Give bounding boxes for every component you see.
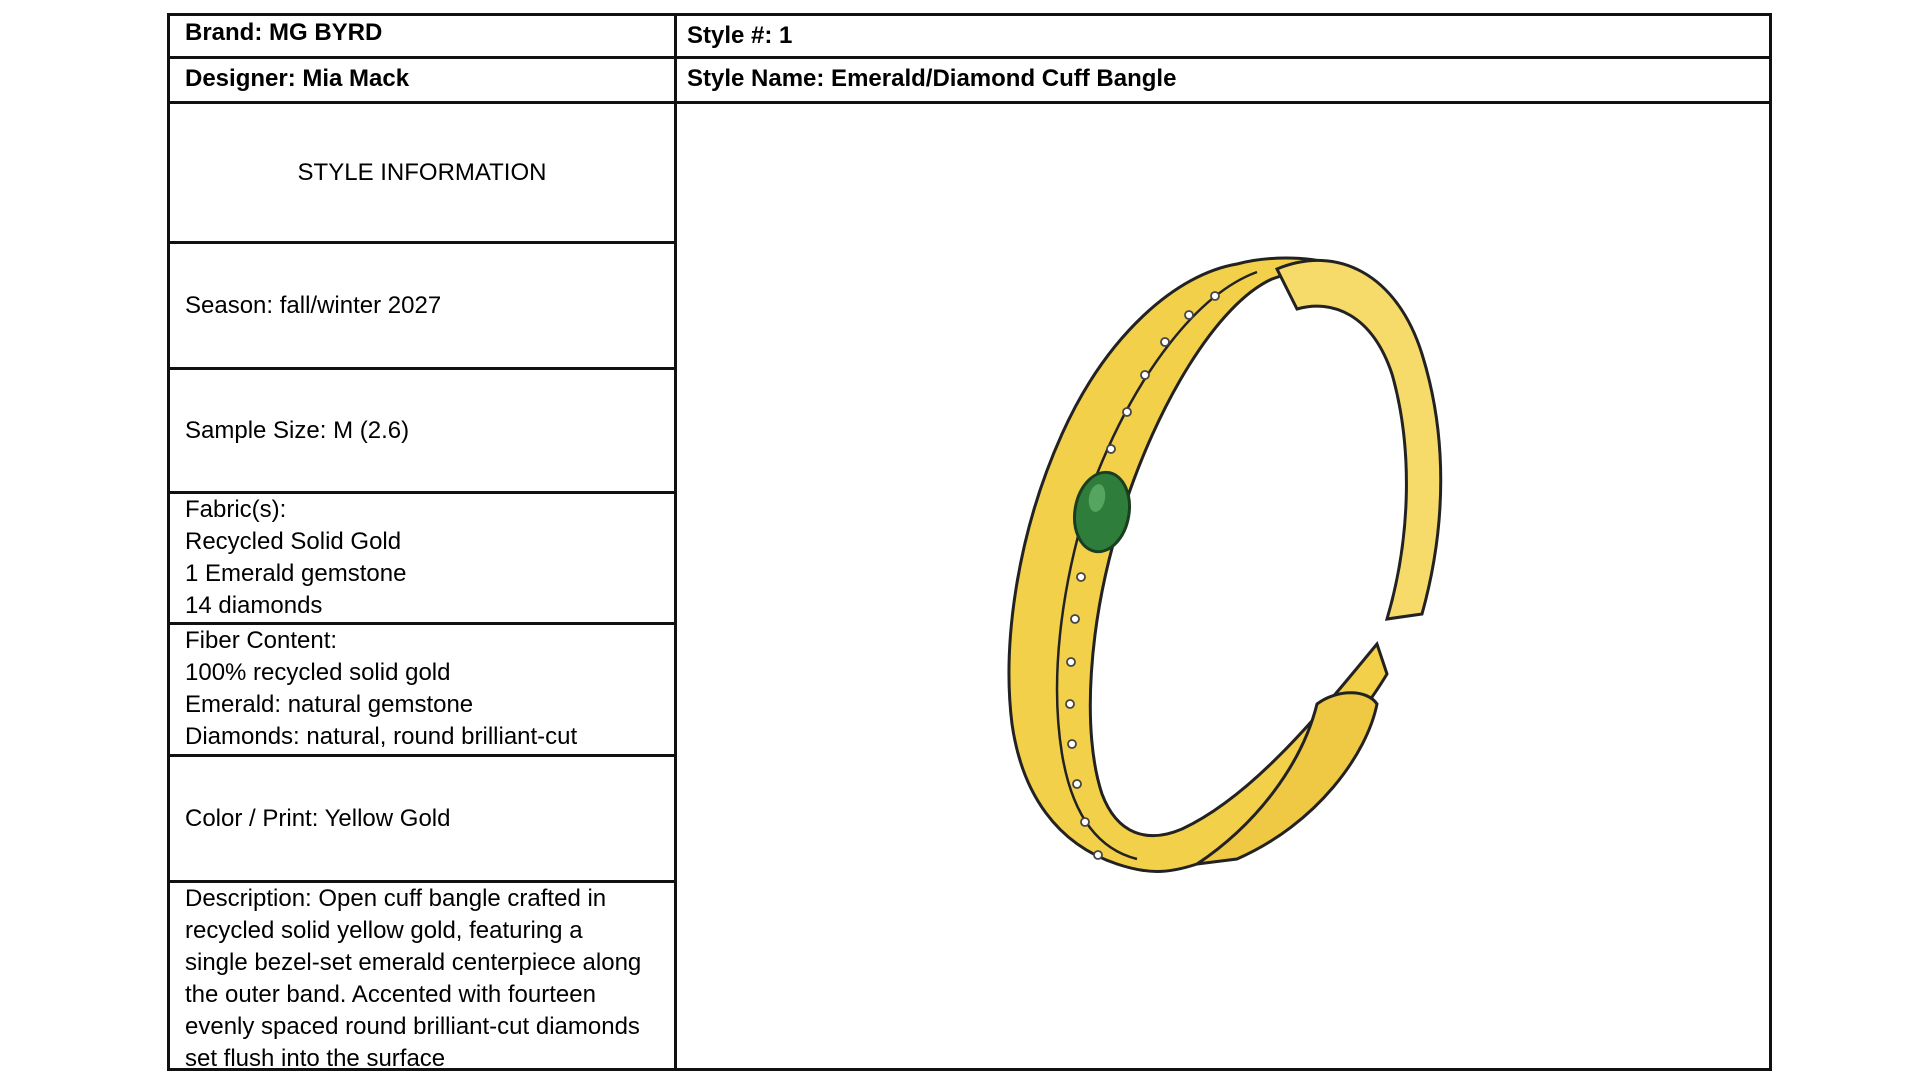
- fabrics-label: Fabric(s):: [185, 496, 287, 523]
- diamond-dot: [1073, 780, 1081, 788]
- description-line: set flush into the surface: [185, 1045, 446, 1072]
- description-line: Description: Open cuff bangle crafted in: [185, 885, 607, 912]
- style-name-text: Style Name: Emerald/Diamond Cuff Bangle: [687, 65, 1177, 92]
- fiber-content-line: Emerald: natural gemstone: [185, 691, 474, 718]
- fiber-content-line: 100% recycled solid gold: [185, 659, 451, 686]
- style-information-heading: STYLE INFORMATION: [297, 158, 547, 186]
- bangle-sketch: [677, 104, 1769, 1068]
- diamond-dot: [1067, 658, 1075, 666]
- designer-cell: [170, 59, 674, 104]
- diamond-dot: [1081, 818, 1089, 826]
- fabrics-line: Recycled Solid Gold: [185, 528, 402, 555]
- diamond-dot: [1077, 573, 1085, 581]
- brand-cell: [170, 16, 674, 59]
- color-print-text: Color / Print: Yellow Gold: [185, 804, 451, 832]
- right-column: [674, 16, 1769, 1068]
- fiber-content-cell: [170, 625, 674, 757]
- style-name-cell: [677, 59, 1769, 104]
- diamond-dot: [1071, 615, 1079, 623]
- style-information-heading-cell: [170, 104, 674, 244]
- fiber-content-label: Fiber Content:: [185, 627, 338, 654]
- description-line: the outer band. Accented with fourteen: [185, 981, 596, 1008]
- description-line: recycled solid yellow gold, featuring a: [185, 917, 583, 944]
- illustration-area: [677, 104, 1769, 1068]
- fabrics-line: 14 diamonds: [185, 592, 323, 619]
- bangle-inner-band: [1277, 260, 1441, 619]
- style-number-text: Style #: 1: [687, 22, 793, 49]
- diamond-dot: [1123, 408, 1131, 416]
- sample-size-text: Sample Size: M (2.6): [185, 416, 410, 444]
- left-column: [170, 16, 674, 1072]
- sample-size-cell: [170, 370, 674, 494]
- color-print-cell: [170, 757, 674, 883]
- diamond-dot: [1107, 445, 1115, 453]
- description-line: evenly spaced round brilliant-cut diamonds: [185, 1013, 640, 1040]
- fiber-content-line: Diamonds: natural, round brilliant-cut: [185, 723, 578, 750]
- diamond-dot: [1185, 311, 1193, 319]
- description-cell: [170, 883, 674, 1072]
- tech-pack-sheet: [167, 13, 1772, 1071]
- designer-text: Designer: Mia Mack: [185, 65, 410, 92]
- fabrics-line: 1 Emerald gemstone: [185, 560, 407, 587]
- diamond-dot: [1211, 292, 1219, 300]
- brand-text: Brand: MG BYRD: [185, 19, 383, 46]
- diamond-dot: [1094, 851, 1102, 859]
- diamond-dot: [1141, 371, 1149, 379]
- season-text: Season: fall/winter 2027: [185, 291, 442, 319]
- style-number-cell: [677, 16, 1769, 59]
- description-line: single bezel-set emerald centerpiece along: [185, 949, 642, 976]
- diamond-dot: [1068, 740, 1076, 748]
- diamond-dot: [1066, 700, 1074, 708]
- fabrics-cell: [170, 494, 674, 625]
- season-cell: [170, 244, 674, 370]
- diamond-dot: [1161, 338, 1169, 346]
